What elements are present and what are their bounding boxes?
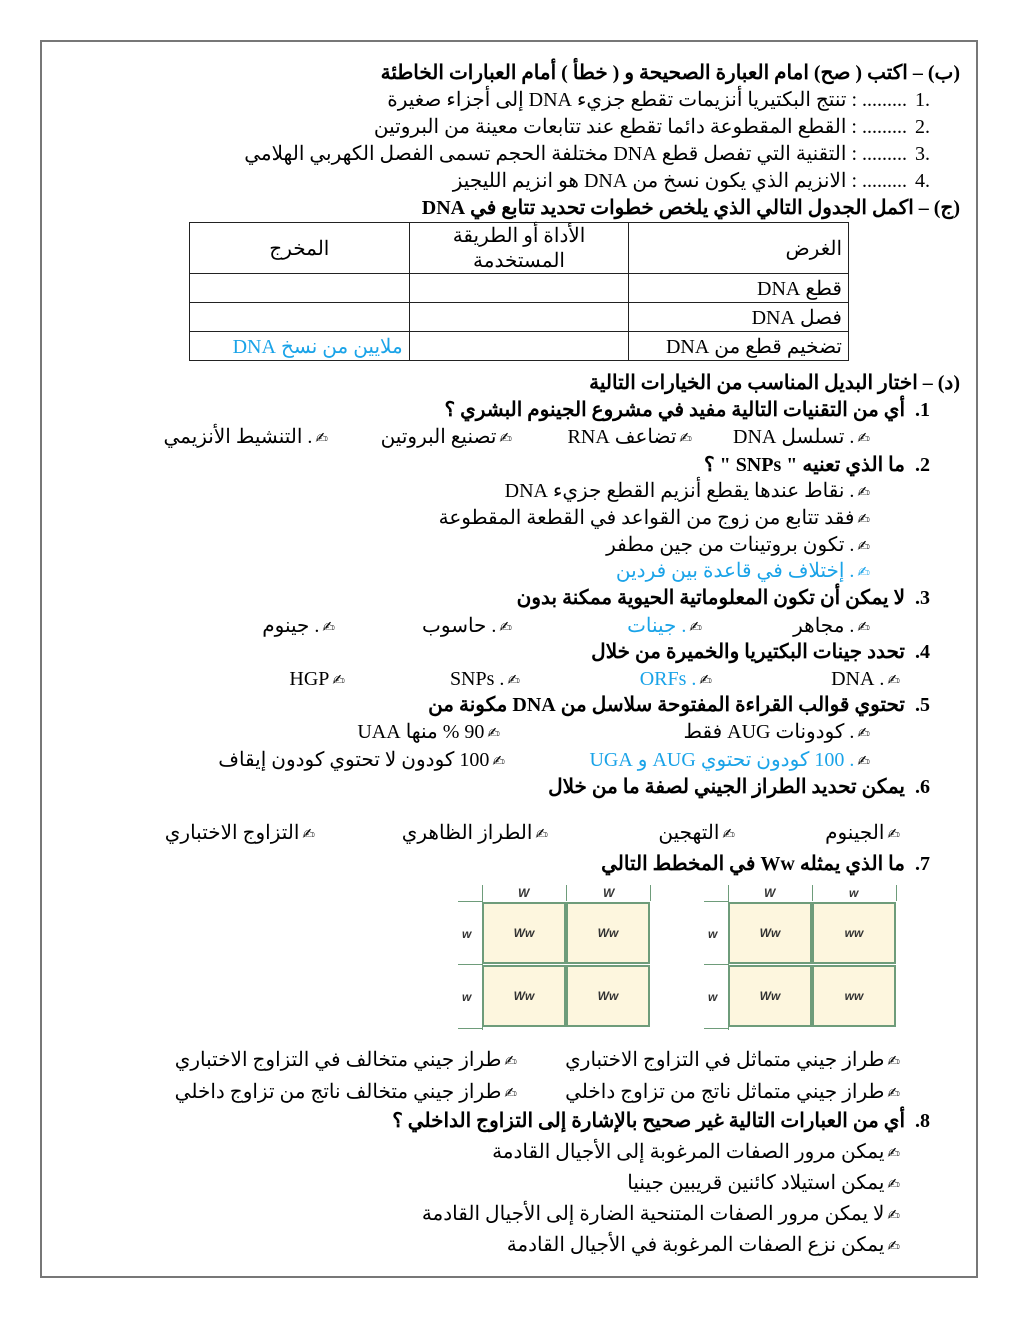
allele-label: w (708, 927, 718, 941)
option-text: تضاعف RNA (567, 426, 677, 448)
item-text: ......... : القطع المقطوعة دائما تقطع عند تتابعات معينة من البروتين (373, 116, 907, 138)
writing-hand-icon: ✍ (857, 563, 870, 581)
option[interactable] (825, 820, 900, 846)
option[interactable] (505, 478, 870, 504)
header-output: المخرج (190, 223, 410, 274)
option[interactable] (733, 424, 870, 450)
genotype-cell: Ww (482, 902, 566, 964)
writing-hand-icon: ✍ (679, 429, 692, 447)
question-text: تحتوي قوالب القراءة المفتوحة سلاسل من DNA مكونة من (428, 694, 905, 716)
question-number: 5. (915, 694, 930, 716)
table-header-row (190, 223, 849, 274)
writing-hand-icon: ✍ (857, 752, 870, 770)
dna-sequencing-table (189, 222, 849, 361)
cell-tool[interactable] (409, 332, 629, 361)
question-number: 1. (915, 399, 930, 421)
genotype-cell: Ww (482, 965, 566, 1027)
option[interactable] (262, 613, 335, 639)
option[interactable] (357, 719, 500, 745)
question-number: 4. (915, 641, 930, 663)
item-text: ......... : التقنية التي تفصل قطع DNA مختلفة الحجم تسمى الفصل الكهربي الهلامي (244, 143, 907, 165)
option-text: . ORFs (639, 668, 697, 690)
option-selected[interactable] (589, 747, 870, 773)
writing-hand-icon: ✍ (857, 429, 870, 447)
question-7 (601, 851, 930, 877)
option[interactable] (450, 666, 520, 692)
question-text: لا يمكن أن تكون المعلوماتية الحيوية ممكنة بدون (516, 587, 905, 609)
tf-item-3 (244, 141, 930, 167)
option-text: تصنيع البروتين (380, 426, 497, 448)
section-b-title: (ب) – اكتب ( صح) امام العبارة الصحيحة و ( خطأ ) أمام العبارات الخاطئة (380, 62, 960, 84)
option-selected[interactable] (616, 558, 870, 584)
tf-item-4 (453, 168, 930, 194)
writing-hand-icon: ✍ (699, 671, 712, 689)
header-purpose: الغرض (629, 223, 849, 274)
genotype-cell: Ww (566, 902, 650, 964)
option-text: . كودونات AUG فقط (683, 721, 855, 743)
writing-hand-icon: ✍ (499, 429, 512, 447)
genotype-cell: ww (812, 965, 896, 1027)
question-text: أي من التقنيات التالية مفيد في مشروع الجينوم البشري ؟ (444, 399, 905, 421)
writing-hand-icon: ✍ (887, 1144, 900, 1162)
option-text: . SNPs (449, 668, 505, 690)
cell-purpose: تضخيم قطع من DNA (629, 332, 849, 361)
cell-purpose: فصل DNA (629, 303, 849, 332)
option[interactable] (381, 424, 512, 450)
option[interactable] (175, 1079, 517, 1105)
punnett-square-left (458, 885, 653, 1030)
cell-output[interactable] (190, 274, 410, 303)
writing-hand-icon: ✍ (887, 1052, 900, 1070)
allele-label: W (764, 886, 776, 900)
option-selected[interactable] (640, 666, 712, 692)
option[interactable] (218, 747, 505, 773)
cell-tool[interactable] (409, 303, 629, 332)
writing-hand-icon: ✍ (887, 1084, 900, 1102)
option-text: . تسلسل DNA (733, 426, 855, 448)
option-text: يمكن نزع الصفات المرغوبة في الأجيال القادمة (506, 1234, 885, 1256)
question-1 (444, 397, 930, 423)
writing-hand-icon: ✍ (857, 483, 870, 501)
question-text: ما الذي يمثله Ww في المخطط التالي (601, 853, 905, 875)
writing-hand-icon: ✍ (507, 671, 520, 689)
question-number: 8. (915, 1110, 930, 1132)
cell-tool[interactable] (409, 274, 629, 303)
option-text: 100 كودون لا تحتوي كودون إيقاف (218, 749, 490, 771)
table-row (190, 303, 849, 332)
question-text: يمكن تحديد الطراز الجيني لصفة ما من خلال (548, 776, 905, 798)
allele-label: W (518, 886, 530, 900)
question-number: 2. (915, 454, 930, 476)
question-text: تحدد جينات البكتيريا والخميرة من خلال (591, 641, 905, 663)
table-row (190, 332, 849, 361)
option-text: . 100 كودون تحتوي AUG و UGA (589, 749, 855, 771)
writing-hand-icon: ✍ (689, 618, 702, 636)
option[interactable] (507, 1232, 900, 1258)
item-number: .2 (915, 116, 930, 138)
allele-label: W (603, 886, 615, 900)
option[interactable] (163, 424, 328, 450)
writing-hand-icon: ✍ (722, 825, 735, 843)
option[interactable] (831, 666, 900, 692)
item-text: ......... : تنتج البكتيريا أنزيمات تقطع جزيء DNA إلى أجزاء صغيرة (387, 89, 907, 111)
option-text: . تكون بروتينات من جين مطفر (606, 534, 855, 556)
option-text: يمكن استيلاد كائنين قريبين جينيا (627, 1172, 885, 1194)
option[interactable] (684, 719, 871, 745)
option[interactable] (606, 532, 870, 558)
section-c-title: (ج) – اكمل الجدول التالي الذي يلخص خطوات تحديد تتابع في DNA (421, 197, 960, 219)
option-text: فقد تتابع من زوج من القواعد في القطعة المقطوعة (438, 507, 855, 529)
question-text: ما الذي تعنيه " SNPs " ؟ (703, 454, 905, 476)
question-number: 7. (915, 853, 930, 875)
writing-hand-icon: ✍ (492, 752, 505, 770)
option[interactable] (565, 1079, 900, 1105)
option-text: طراز جيني متماثل في التزاوج الاختباري (565, 1049, 885, 1071)
question-3 (517, 585, 930, 611)
option-text: . جينوم (262, 615, 320, 637)
option-text: . DNA (831, 668, 885, 690)
question-text: أي من العبارات التالية غير صحيح بالإشارة إلى التزاوج الداخلي ؟ (392, 1110, 905, 1132)
option-text: يمكن مرور الصفات المرغوبة إلى الأجيال القادمة (492, 1141, 885, 1163)
writing-hand-icon: ✍ (857, 510, 870, 528)
item-text: ......... : الانزيم الذي يكون نسخ من DNA هو انزيم الليجيز (452, 170, 907, 192)
option[interactable] (422, 1201, 900, 1227)
genotype-cell: Ww (566, 965, 650, 1027)
allele-label: w (708, 990, 718, 1004)
option-text: HGP (289, 668, 330, 690)
question-number: 3. (915, 587, 930, 609)
cell-purpose: قطع DNA (629, 274, 849, 303)
writing-hand-icon: ✍ (332, 671, 345, 689)
item-number: .1 (915, 89, 930, 111)
option-text: . حاسوب (422, 615, 497, 637)
writing-hand-icon: ✍ (887, 1175, 900, 1193)
writing-hand-icon: ✍ (887, 1206, 900, 1224)
table-row (190, 274, 849, 303)
writing-hand-icon: ✍ (857, 724, 870, 742)
writing-hand-icon: ✍ (322, 618, 335, 636)
option-text: . التنشيط الأنزيمي (163, 426, 313, 448)
item-number: .3 (915, 143, 930, 165)
option[interactable] (627, 1170, 900, 1196)
option[interactable] (793, 613, 870, 639)
writing-hand-icon: ✍ (499, 618, 512, 636)
option[interactable] (175, 1047, 517, 1073)
writing-hand-icon: ✍ (504, 1052, 517, 1070)
item-number: .4 (915, 170, 930, 192)
option[interactable] (568, 424, 692, 450)
option[interactable] (565, 1047, 900, 1073)
question-2 (704, 452, 930, 478)
allele-label: w (462, 990, 472, 1004)
option-text: طراز جيني متخالف ناتج من تزاوج داخلي (174, 1081, 502, 1103)
option-text: التهجين (658, 822, 720, 844)
writing-hand-icon: ✍ (504, 1084, 517, 1102)
writing-hand-icon: ✍ (535, 825, 548, 843)
writing-hand-icon: ✍ (887, 825, 900, 843)
cell-output: ملايين من نسخ DNA (190, 332, 410, 361)
question-number: 6. (915, 776, 930, 798)
option-text: طراز جيني متماثل ناتج من تزاوج داخلي (565, 1081, 885, 1103)
option[interactable] (439, 505, 870, 531)
writing-hand-icon: ✍ (857, 537, 870, 555)
option-text: طراز جيني متخالف في التزاوج الاختباري (174, 1049, 502, 1071)
option-text: . مجاهر (793, 615, 855, 637)
header-tool: الأداة أو الطريقة المستخدمة (409, 223, 629, 274)
writing-hand-icon: ✍ (315, 429, 328, 447)
option-text: . إختلاف في قاعدة بين فردين (615, 560, 855, 582)
option-text: الجينوم (825, 822, 885, 844)
question-8 (392, 1108, 930, 1134)
option[interactable] (402, 820, 548, 846)
question-4 (591, 639, 930, 665)
option[interactable] (422, 613, 512, 639)
option-text: الطراز الظاهري (401, 822, 533, 844)
option-selected[interactable] (627, 613, 702, 639)
genotype-cell: ww (812, 902, 896, 964)
genotype-cell: Ww (728, 902, 812, 964)
question-6 (548, 774, 930, 800)
tf-item-1 (387, 87, 930, 113)
tf-item-2 (374, 114, 930, 140)
writing-hand-icon: ✍ (887, 1237, 900, 1255)
cell-output[interactable] (190, 303, 410, 332)
writing-hand-icon: ✍ (487, 724, 500, 742)
allele-label: w (849, 886, 859, 900)
question-5 (428, 692, 930, 718)
punnett-square-right (704, 885, 902, 1030)
option[interactable] (492, 1139, 900, 1165)
option-text: لا يمكن مرور الصفات المتنحية الضارة إلى الأجيال القادمة (421, 1203, 885, 1225)
option[interactable] (658, 820, 735, 846)
section-d-title: (د) – اختار البديل المناسب من الخيارات التالية (589, 372, 960, 394)
option-text: . نقاط عندها يقطع أنزيم القطع جزيء DNA (504, 480, 855, 502)
option-text: . جينات (627, 615, 687, 637)
writing-hand-icon: ✍ (887, 671, 900, 689)
writing-hand-icon: ✍ (857, 618, 870, 636)
writing-hand-icon: ✍ (302, 825, 315, 843)
allele-label: w (462, 927, 472, 941)
option-text: 90 % منها UAA (357, 721, 485, 743)
option-text: التزاوج الاختباري (164, 822, 300, 844)
genotype-cell: Ww (728, 965, 812, 1027)
option[interactable] (165, 820, 315, 846)
option[interactable] (289, 666, 345, 692)
